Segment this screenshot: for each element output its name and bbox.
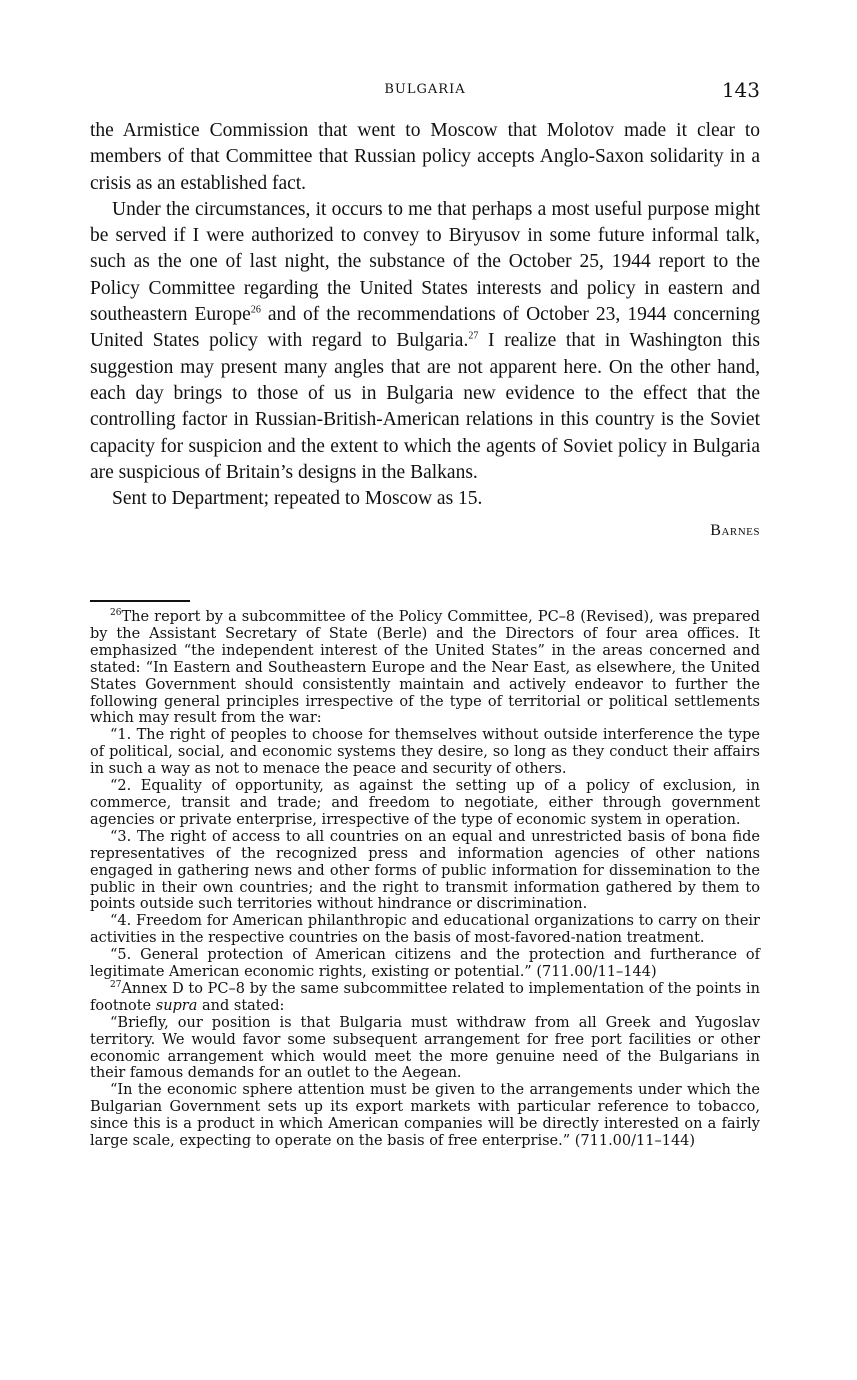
footnote-26-item-3: “3. The right of access to all countries on an equal and unrestricted basis of bona fide representatives of the recognized press and information agencies of other nations engaged in gathering news and other forms of public information for dissemination to the public in their own countries; and the right to transmit information gathered by them to points outside such territories without hindrance or discrimination. — [90, 828, 760, 913]
footnote-ref-27: 27 — [468, 330, 479, 342]
footnote-27-paragraph-2: “In the economic sphere attention must be given to the arrangements under which the Bulgarian Government sets up its export markets with particular reference to tobacco, since this is a product in which American companies will be directly interested on a fairly large scale, expecting to operate on the basis of free enterprise.” (711.00/11–144) — [90, 1082, 760, 1150]
footnote-26-intro: The report by a subcommittee of the Policy Committee, PC–8 (Revised), was prepared by the Assistant Secretary of State (Berle) and the Directors of four area offices. It emphasized “the independent interest of the United States” in the areas concerned and stated: “In Eastern and Southeastern Europe and the Near East, as elsewhere, the United States Government should consistently maintain and actively endeavor to further the following general principles irrespective of the type of territorial or political settlements which may result from the war: — [90, 609, 760, 727]
footnote-27-paragraph-1: “Briefly, our position is that Bulgaria must withdraw from all Greek and Yugoslav territory. We would favor some subsequent arrangement for free port facilities or other economic arrangement which would meet the more genuine need of the Bulgarians in their famous demands for an outlet to the Aegean. — [90, 1014, 760, 1082]
footnote-27-intro-b: and stated: — [197, 997, 285, 1014]
running-head — [90, 78, 760, 102]
footnote-26-item-1: “1. The right of peoples to choose for themselves without outside interference the type of political, social, and economic systems they desire, so long as they conduct their affairs in such a way as not to menace the peace and security of others. — [90, 727, 760, 778]
footnote-26 — [90, 609, 760, 727]
body-text — [90, 118, 760, 545]
footnote-27 — [90, 981, 760, 1015]
footnote-27-intro-emphasis: supra — [155, 997, 198, 1014]
body-paragraph-2-part-b: and of the recommendations of October 23, 1944 concerning United States policy with regard to Bulgaria. — [90, 304, 760, 352]
footnote-26-item-5: “5. General protection of American citizens and the protection and furtherance of legitimate American economic rights, existing or potential.” (711.00/11–144) — [90, 947, 760, 981]
running-title: BULGARIA — [384, 82, 466, 97]
footnote-27-marker: 27 — [110, 980, 122, 991]
footnote-divider — [90, 600, 190, 602]
body-paragraph-3: Sent to Department; repeated to Moscow as 15. — [112, 488, 483, 510]
body-paragraph-1: the Armistice Commission that went to Moscow that Molotov made it clear to members of that Committee that Russian policy accepts Anglo-Saxon solidarity in a crisis as an established fact. — [90, 120, 760, 194]
body-paragraph-2-part-a: Under the circumstances, it occurs to me that perhaps a most useful purpose might be served if I were authorized to convey to Biryusov in some future informal talk, such as the one of last night, the substance of the October 25, 1944 report to the Policy Committee regarding the United States interests and policy in eastern and southeastern Europe — [90, 198, 760, 326]
footnote-27-intro-a: Annex D to PC–8 by the same subcommittee related to implementation of the points in footnote — [90, 980, 760, 1014]
footnotes — [90, 609, 760, 1150]
footnote-26-item-4: “4. Freedom for American philanthropic and educational organizations to carry on their activities in the respective countries on the basis of most-favored-nation treatment. — [90, 913, 760, 947]
body-paragraph-2-part-c: I realize that in Washington this suggestion may present many angles that are not apparent here. On the other hand, each day brings to those of us in Bulgaria new evidence to the effect that the controlling factor in Russian-British-American relations in this country is the Soviet capacity for suspicion and the extent to which the agents of Soviet policy in Bulgaria are suspicious of Britain’s designs in the Balkans. — [90, 330, 760, 483]
body-paragraph-2 — [90, 197, 760, 486]
footnote-26-marker: 26 — [110, 608, 122, 619]
signature: Barnes — [710, 522, 760, 540]
footnote-26-item-2: “2. Equality of opportunity, as against the setting up of a policy of exclusion, in commerce, transit and trade; and freedom to negotiate, either through government agencies or private enterprise, irrespective of the type of economic system in operation. — [90, 778, 760, 828]
page-number: 143 — [721, 78, 760, 102]
footnote-ref-26: 26 — [250, 304, 261, 316]
